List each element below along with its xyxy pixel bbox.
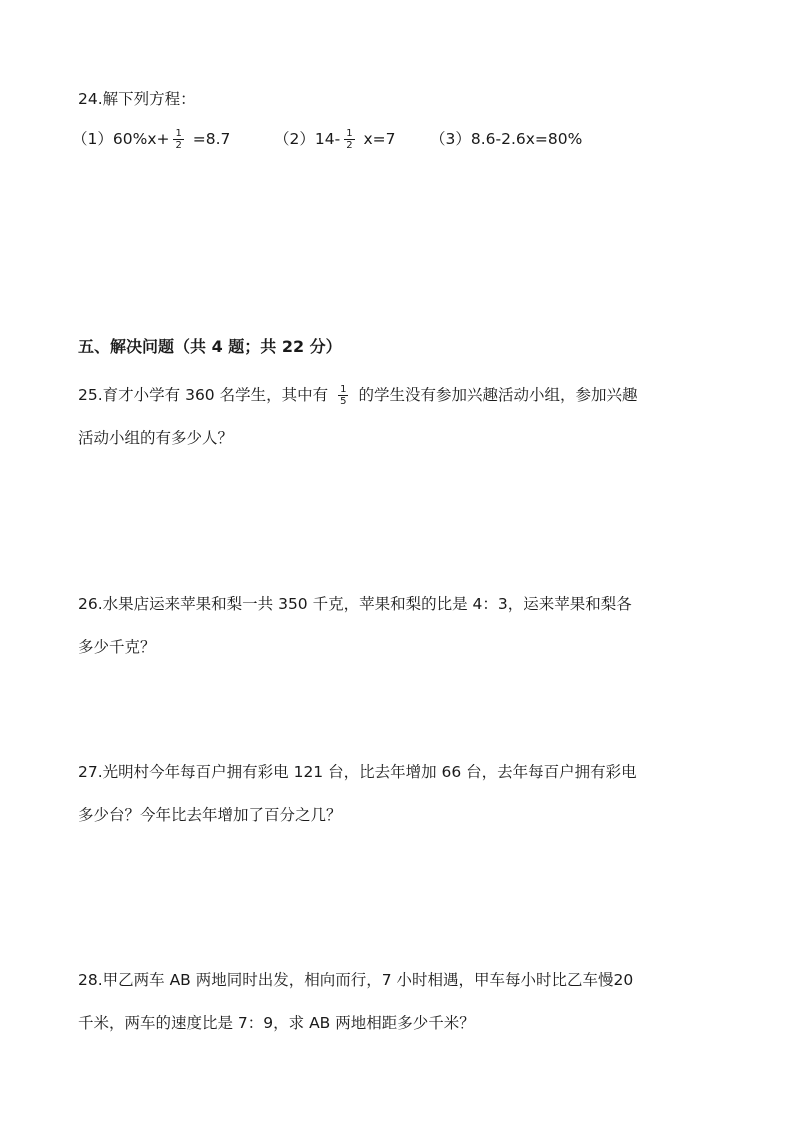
q25-prefix: 25.育才小学有 360 名学生，其中有 (78, 386, 329, 404)
eq2-suffix: x=7 (358, 130, 396, 148)
q24-equation-1 (72, 128, 230, 151)
fraction-denominator: 2 (175, 140, 182, 151)
fraction-one-half (344, 128, 354, 151)
q27-line-1: 27.光明村今年每百户拥有彩电 121 台，比去年增加 66 台，去年每百户拥有彩电 (78, 763, 637, 781)
q26-line-2: 多少千克？ (78, 638, 156, 656)
eq2-prefix: （2）14- (274, 130, 341, 148)
q24-title: 24.解下列方程： (78, 90, 196, 108)
fraction-one-half (173, 128, 183, 151)
eq1-prefix: （1）60%x+ (72, 130, 170, 148)
fraction-numerator: 1 (175, 128, 182, 139)
q28-line-2: 千米，两车的速度比是 7：9，求 AB 两地相距多少千米？ (78, 1014, 475, 1032)
eq1-suffix: =8.7 (187, 130, 231, 148)
q25-line-2: 活动小组的有多少人？ (78, 429, 234, 447)
section-heading: 五、解决问题（共 4 题；共 22 分） (78, 337, 342, 356)
q24-equation-3: （3）8.6-2.6x=80% (430, 130, 583, 148)
fraction-numerator: 1 (340, 384, 347, 395)
fraction-denominator: 2 (346, 140, 353, 151)
fraction-one-fifth (338, 384, 348, 407)
q24-equation-2 (274, 128, 396, 151)
fraction-denominator: 5 (340, 396, 347, 407)
fraction-numerator: 1 (346, 128, 353, 139)
q27-line-2: 多少台？今年比去年增加了百分之几？ (78, 806, 342, 824)
q28-line-1: 28.甲乙两车 AB 两地同时出发，相向而行，7 小时相遇，甲车每小时比乙车慢20 (78, 971, 634, 989)
q26-line-1: 26.水果店运来苹果和梨一共 350 千克，苹果和梨的比是 4：3，运来苹果和梨各 (78, 595, 632, 613)
q25-suffix: 的学生没有参加兴趣活动小组，参加兴趣 (358, 386, 638, 404)
q25-line-1 (78, 384, 637, 407)
